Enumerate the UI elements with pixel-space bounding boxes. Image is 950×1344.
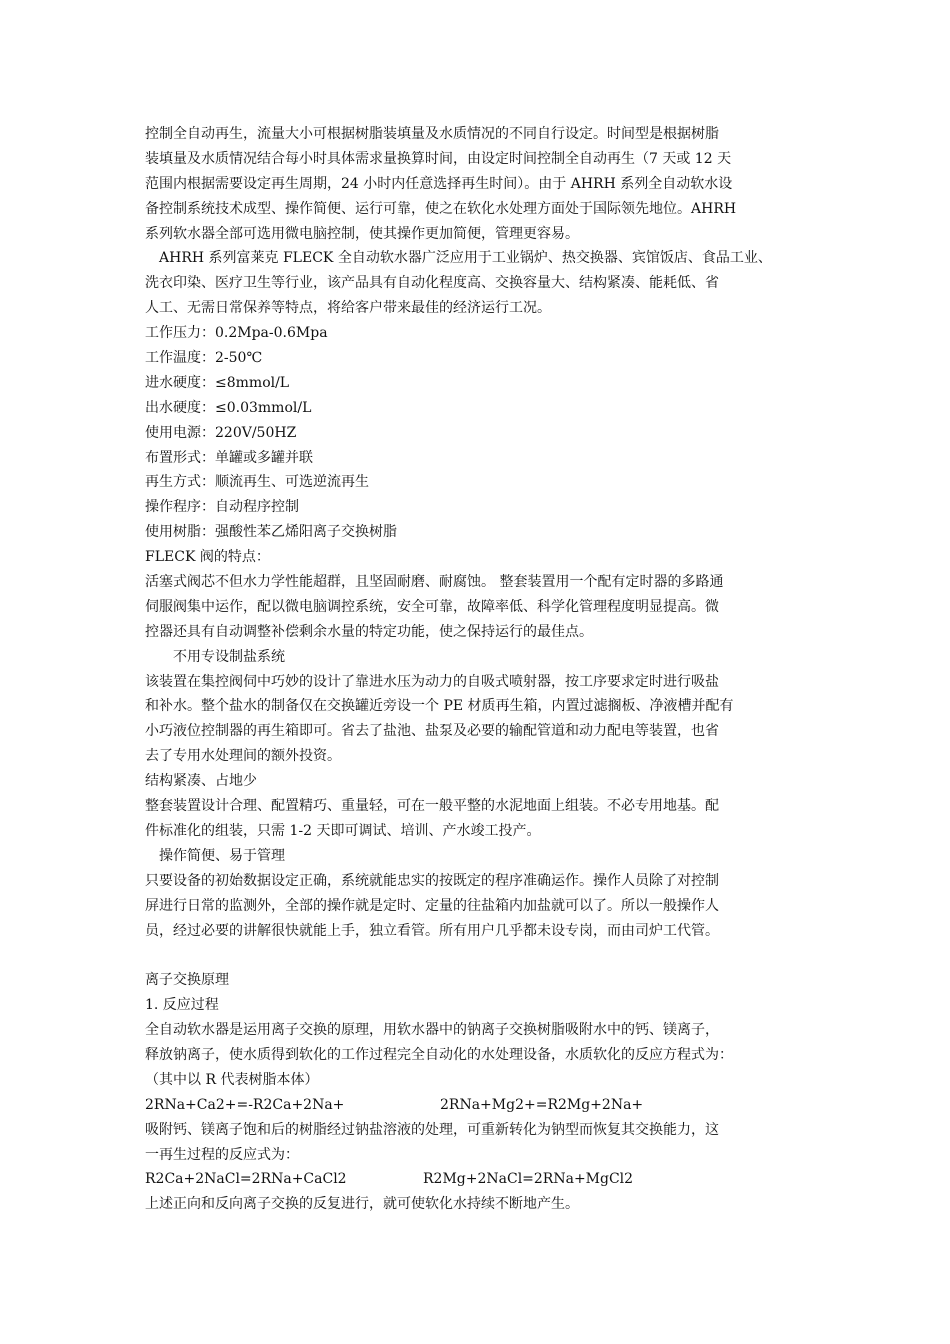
- easy-paragraph: [145, 869, 815, 944]
- spec-item: 布置形式：单罐或多罐并联: [145, 449, 313, 466]
- text-line: 屏进行日常的监测外，全部的操作就是定时、定量的往盐箱内加盐就可以了。所以一般操作人: [145, 897, 719, 914]
- text-line: 控器还具有自动调整补偿剩余水量的特定功能，使之保持运行的最佳点。: [145, 623, 593, 640]
- text-line: 吸附钙、镁离子饱和后的树脂经过钠盐溶液的处理，可重新转化为钠型而恢复其交换能力，这: [145, 1121, 719, 1138]
- text-line: 释放钠离子，使水质得到软化的工作过程完全自动化的水处理设备，水质软化的反应方程式为：: [145, 1046, 733, 1063]
- text-line: 洗衣印染、医疗卫生等行业，该产品具有自动化程度高、交换容量大、结构紧凑、能耗低、省: [145, 275, 719, 292]
- text-line: 伺服阀集中运作，配以微电脑调控系统，安全可靠，故障率低、科学化管理程度明显提高。微: [145, 598, 719, 615]
- spec-item: 操作程序：自动程序控制: [145, 499, 299, 516]
- blank-line: [145, 943, 815, 968]
- spec-item: 出水硬度：≤0.03mmol/L: [145, 399, 312, 416]
- softening-equations: [145, 1093, 815, 1118]
- fleck-heading: FLECK 阀的特点：: [145, 549, 270, 566]
- easy-heading: 操作简便、易于管理: [159, 847, 285, 864]
- spec-item: 再生方式：顺流再生、可选逆流再生: [145, 474, 369, 491]
- text-line: 小巧液位控制器的再生箱即可。省去了盐池、盐泵及必要的输配管道和动力配电等装置，也省: [145, 723, 719, 740]
- compact-paragraph: [145, 794, 815, 844]
- spec-item: 进水硬度：≤8mmol/L: [145, 374, 290, 391]
- spec-item: 使用树脂：强酸性苯乙烯阳离子交换树脂: [145, 524, 397, 541]
- principle-heading: 离子交换原理: [145, 972, 229, 989]
- regeneration-equations: [145, 1167, 815, 1192]
- text-line: 全自动软水器是运用离子交换的原理，用软水器中的钠离子交换树脂吸附水中的钙、镁离子，: [145, 1022, 719, 1039]
- equation-magnesium-regen: R2Mg+2NaCl=2RNa+MgCl2: [423, 1171, 634, 1188]
- text-line: 备控制系统技术成型、操作简便、运行可靠，使之在软化水处理方面处于国际领先地位。AHRH: [145, 200, 737, 217]
- text-line: 范围内根据需要设定再生周期，24 小时内任意选择再生时间）。由于 AHRH 系列全自动软水设: [145, 175, 733, 192]
- equation-magnesium: 2RNa+Mg2+=R2Mg+2Na+: [440, 1096, 644, 1113]
- application-paragraph: [145, 246, 815, 321]
- text-line: 人工、无需日常保养等特点，将给客户带来最佳的经济运行工况。: [145, 300, 551, 317]
- spec-item: 使用电源：220V/50HZ: [145, 424, 297, 441]
- salt-paragraph: [145, 670, 815, 770]
- text-line: 系列软水器全部可选用微电脑控制，使其操作更加简便，管理更容易。: [145, 225, 579, 242]
- compact-heading: 结构紧凑、占地少: [145, 773, 257, 790]
- equation-calcium-regen: R2Ca+2NaCl=2RNa+CaCl2: [145, 1171, 347, 1188]
- process-heading: 1. 反应过程: [145, 997, 219, 1014]
- text-line: 件标准化的组装，只需 1-2 天即可调试、培训、产水竣工投产。: [145, 822, 541, 839]
- text-line: AHRH 系列富莱克 FLECK 全自动软水器广泛应用于工业锅炉、热交换器、宾馆饭店、食品工业、: [159, 250, 772, 267]
- text-line: 装填量及水质情况结合每小时具体需求量换算时间，由设定时间控制全自动再生（7 天或 12 天: [145, 150, 732, 167]
- closing-line: 上述正向和反向离子交换的反复进行，就可使软化水持续不断地产生。: [145, 1196, 579, 1213]
- fleck-paragraph: [145, 570, 815, 645]
- text-line: 该装置在集控阀伺中巧妙的设计了靠进水压为动力的自吸式喷射器，按工序要求定时进行吸盐: [145, 673, 719, 690]
- equation-calcium: 2RNa+Ca2+=-R2Ca+2Na+: [145, 1096, 345, 1113]
- text-line: 和补水。整个盐水的制备仅在交换罐近旁设一个 PE 材质再生箱，内置过滤搁板、净液槽并配有: [145, 698, 734, 715]
- text-line: 一再生过程的反应式为：: [145, 1146, 299, 1163]
- spec-item: 工作压力：0.2Mpa-0.6Mpa: [145, 325, 328, 342]
- text-line: （其中以 R 代表树脂本体）: [145, 1071, 319, 1088]
- text-line: 去了专用水处理间的额外投资。: [145, 748, 341, 765]
- text-line: 只要设备的初始数据设定正确，系统就能忠实的按既定的程序准确运作。操作人员除了对控制: [145, 872, 719, 889]
- text-line: 整套装置设计合理、配置精巧、重量轻，可在一般平整的水泥地面上组装。不必专用地基。配: [145, 798, 719, 815]
- regeneration-paragraph: [145, 1118, 815, 1168]
- document-body: [145, 122, 815, 1217]
- salt-heading: 不用专设制盐系统: [173, 648, 285, 665]
- process-paragraph: [145, 1018, 815, 1093]
- text-line: 控制全自动再生，流量大小可根据树脂装填量及水质情况的不同自行设定。时间型是根据树脂: [145, 126, 719, 142]
- text-line: 员，经过必要的讲解很快就能上手，独立看管。所有用户几乎都未设专岗，而由司炉工代管。: [145, 922, 719, 939]
- text-line: 活塞式阀芯不但水力学性能超群，且坚固耐磨、耐腐蚀。 整套装置用一个配有定时器的多路通: [145, 574, 724, 591]
- spec-item: 工作温度：2-50℃: [145, 350, 263, 367]
- intro-paragraph: [145, 122, 815, 246]
- spec-list: [145, 321, 815, 545]
